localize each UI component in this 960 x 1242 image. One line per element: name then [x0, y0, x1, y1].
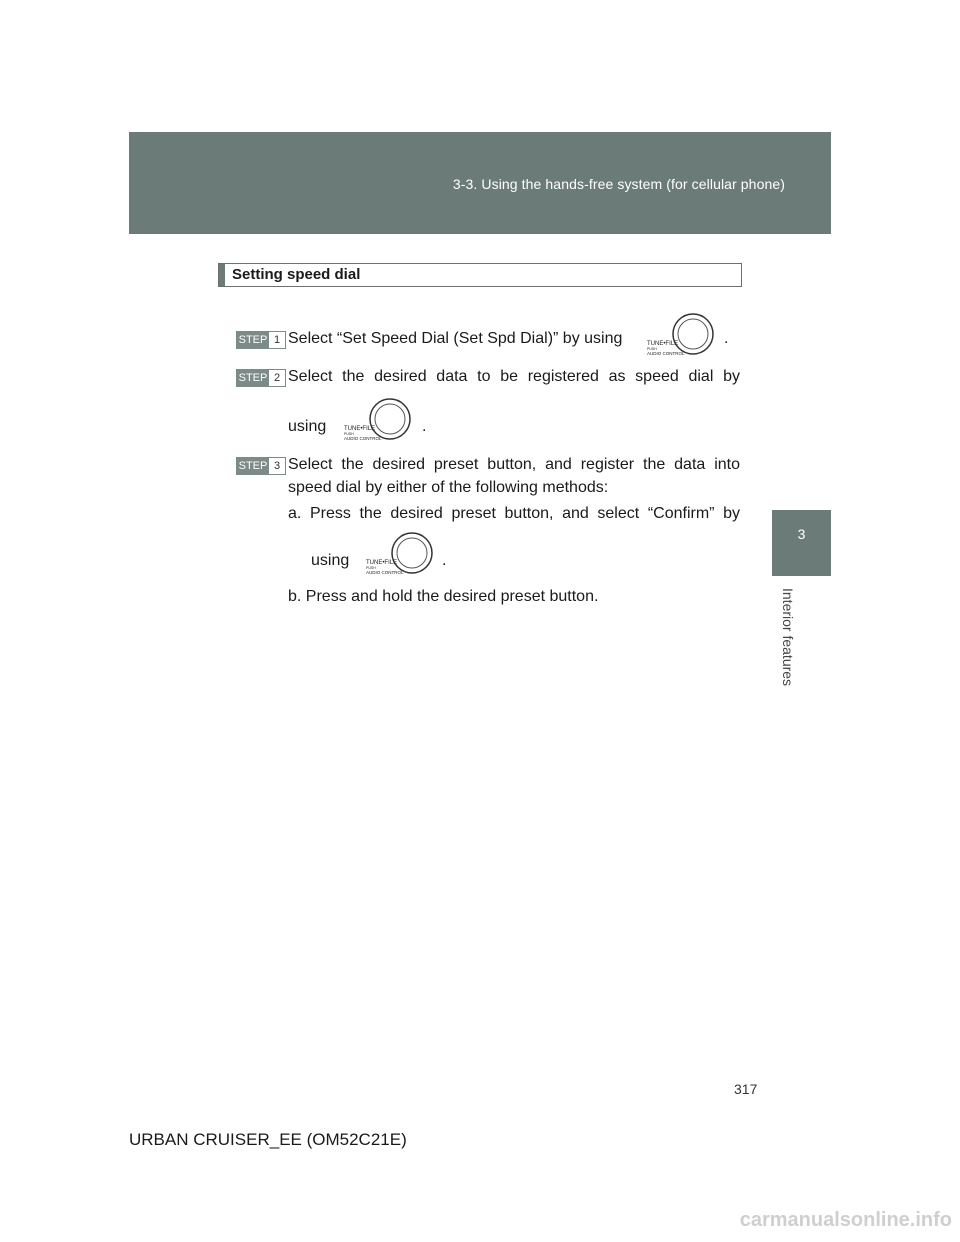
dial-label-bottom: AUDIO CONTROL — [344, 436, 382, 441]
method-a-using: using — [311, 552, 350, 569]
step-3-text: Select the desired preset button, and register the data into — [288, 456, 740, 473]
step-3-text-line2: speed dial by either of the following methods: — [288, 479, 609, 496]
step-2-text: Select the desired data to be registered as speed dial by — [288, 368, 740, 385]
chapter-tab — [772, 510, 831, 576]
step-1-badge — [236, 331, 286, 349]
step-1-text: Select “Set Speed Dial (Set Spd Dial)” by using — [288, 330, 623, 347]
section-heading-bar — [219, 264, 225, 286]
dial-label-top: TUNE•FILE — [344, 426, 376, 432]
step-1-number: 1 — [269, 332, 285, 348]
step-2-word: STEP — [238, 372, 268, 384]
method-b-text: b. Press and hold the desired preset button. — [288, 588, 599, 605]
tune-file-dial-icon — [342, 397, 412, 447]
dial-label-bottom: AUDIO CONTROL — [647, 351, 685, 356]
step-3-word: STEP — [238, 460, 268, 472]
tune-file-dial-icon — [645, 312, 715, 362]
dial-label-small: PUSH — [647, 347, 657, 351]
step-2-using: using — [288, 418, 327, 435]
page-number: 317 — [734, 1081, 758, 1097]
section-heading-box — [218, 263, 742, 287]
chapter-heading: 3-3. Using the hands-free system (for cellular phone) — [452, 176, 785, 192]
step-1-suffix: . — [724, 330, 729, 347]
step-3-number: 3 — [269, 458, 285, 474]
method-a-suffix: . — [442, 552, 447, 569]
step-2-badge — [236, 369, 286, 387]
chapter-number: 3 — [797, 526, 806, 542]
step-1-word: STEP — [238, 334, 268, 346]
step-2-suffix: . — [422, 418, 427, 435]
chapter-side-label-text: Interior features — [780, 588, 796, 687]
dial-label-top: TUNE•FILE — [366, 560, 398, 566]
method-a-text: a. Press the desired preset button, and select “Confirm” by — [288, 505, 740, 522]
dial-label-small: PUSH — [366, 566, 376, 570]
tune-file-dial-icon — [364, 531, 434, 581]
header-band — [129, 132, 831, 234]
footer-model-code: URBAN CRUISER_EE (OM52C21E) — [129, 1130, 407, 1149]
dial-label-bottom: AUDIO CONTROL — [366, 570, 404, 575]
chapter-side-label — [770, 588, 810, 708]
section-title: Setting speed dial — [232, 266, 361, 283]
step-2-number: 2 — [269, 370, 285, 386]
dial-label-top: TUNE•FILE — [647, 341, 679, 347]
dial-label-small: PUSH — [344, 432, 354, 436]
watermark: carmanualsonline.info — [739, 1209, 952, 1231]
step-3-badge — [236, 457, 286, 475]
